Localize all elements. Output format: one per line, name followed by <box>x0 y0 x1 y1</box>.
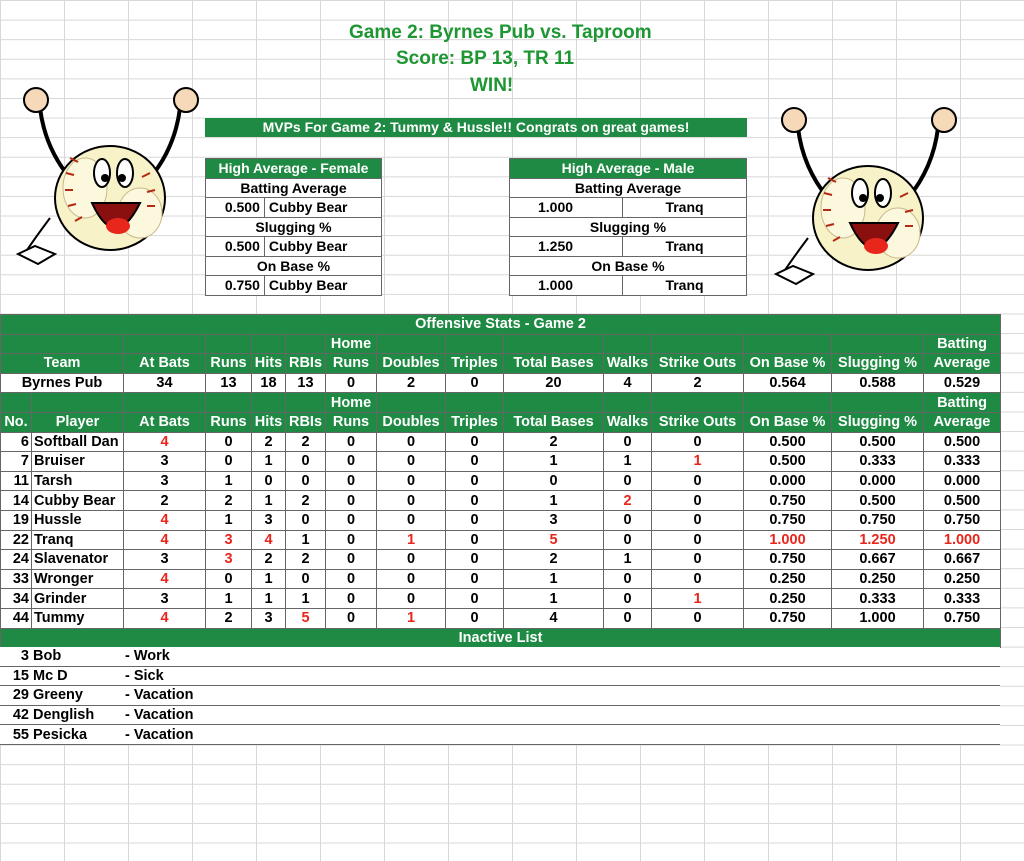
player-stat-cell: 3 <box>124 471 206 491</box>
female-box-title: High Average - Female <box>206 159 382 179</box>
inactive-list-table <box>0 647 1000 745</box>
player-stat-cell: 0.750 <box>744 550 832 570</box>
player-stat-cell: 0 <box>326 530 377 550</box>
column-header: Slugging % <box>832 354 924 374</box>
male-stat-player: Tranq <box>623 198 747 218</box>
male-high-average-table <box>509 158 747 296</box>
player-stat-cell: 3 <box>206 550 252 570</box>
player-stat-cell: 0 <box>604 589 652 609</box>
female-stat-player: Cubby Bear <box>264 276 381 296</box>
player-stat-cell: 1 <box>252 491 286 511</box>
column-header <box>286 334 326 354</box>
player-stat-cell: 0 <box>326 589 377 609</box>
player-number: 24 <box>1 550 32 570</box>
inactive-reason: - Sick <box>123 666 205 686</box>
player-name: Cubby Bear <box>32 491 124 511</box>
player-stat-cell: 3 <box>124 589 206 609</box>
player-stat-cell: 2 <box>286 491 326 511</box>
player-stat-cell: 1.000 <box>924 530 1001 550</box>
player-number: 11 <box>1 471 32 491</box>
player-stat-cell: 0 <box>604 510 652 530</box>
column-header <box>832 334 924 354</box>
inactive-row <box>0 647 1000 666</box>
player-stat-cell: 0 <box>604 608 652 628</box>
team-stat-cell: 20 <box>504 373 604 393</box>
player-stat-cell: 0.000 <box>832 471 924 491</box>
team-stat-cell: 13 <box>206 373 252 393</box>
player-stat-cell: 4 <box>124 432 206 452</box>
male-stat-player: Tranq <box>623 237 747 257</box>
player-row <box>1 432 1001 452</box>
player-stat-cell: 0.750 <box>924 510 1001 530</box>
player-stat-cell: 0 <box>377 491 446 511</box>
player-stat-cell: 1 <box>652 589 744 609</box>
player-stat-cell: 1.000 <box>832 608 924 628</box>
player-stat-cell: 3 <box>206 530 252 550</box>
inactive-reason: - Work <box>123 647 205 666</box>
player-stat-cell: 3 <box>252 510 286 530</box>
inactive-name: Mc D <box>31 666 123 686</box>
player-stat-cell: 0 <box>446 530 504 550</box>
player-stat-cell: 0 <box>326 452 377 472</box>
male-stat-value: 1.000 <box>510 198 623 218</box>
player-stat-cell: 0 <box>377 452 446 472</box>
player-stat-cell: 2 <box>206 491 252 511</box>
team-stat-cell: 18 <box>252 373 286 393</box>
player-stat-cell: 0 <box>326 491 377 511</box>
stats-title: Offensive Stats - Game 2 <box>1 315 1001 335</box>
player-stat-cell: 0.250 <box>924 569 1001 589</box>
column-header: Batting <box>924 393 1001 413</box>
inactive-spacer <box>205 666 1000 686</box>
inactive-number: 55 <box>0 725 31 745</box>
player-stat-cell: 1 <box>286 589 326 609</box>
player-stat-cell: 0 <box>286 452 326 472</box>
player-stat-cell: 0.333 <box>832 452 924 472</box>
column-header <box>744 393 832 413</box>
team-stat-cell: 0 <box>326 373 377 393</box>
inactive-row <box>0 686 1000 706</box>
player-stat-cell: 0.333 <box>832 589 924 609</box>
column-header: Triples <box>446 354 504 374</box>
player-stat-cell: 1 <box>504 491 604 511</box>
player-stat-cell: 3 <box>252 608 286 628</box>
female-stat-value: 0.750 <box>206 276 265 296</box>
team-stat-cell: 2 <box>377 373 446 393</box>
player-stat-cell: 0 <box>652 608 744 628</box>
player-stat-cell: 1 <box>504 569 604 589</box>
player-stat-cell: 3 <box>124 452 206 472</box>
column-header <box>252 393 286 413</box>
player-stat-cell: 0 <box>446 491 504 511</box>
female-stat-label: On Base % <box>206 256 382 276</box>
column-header: Total Bases <box>504 412 604 432</box>
player-stat-cell: 3 <box>504 510 604 530</box>
player-stat-cell: 0 <box>206 569 252 589</box>
player-stat-cell: 0 <box>604 432 652 452</box>
column-header: Average <box>924 412 1001 432</box>
player-name: Grinder <box>32 589 124 609</box>
inactive-row <box>0 705 1000 725</box>
player-stat-cell: 0 <box>206 452 252 472</box>
column-header <box>604 393 652 413</box>
team-name: Byrnes Pub <box>1 373 124 393</box>
player-header-row <box>1 412 1001 432</box>
player-row <box>1 589 1001 609</box>
player-stat-cell: 0.500 <box>744 452 832 472</box>
player-stat-cell: 0 <box>377 550 446 570</box>
column-header: On Base % <box>744 354 832 374</box>
player-number: 33 <box>1 569 32 589</box>
player-name: Tummy <box>32 608 124 628</box>
male-box-title: High Average - Male <box>510 159 747 179</box>
column-header <box>744 334 832 354</box>
inactive-spacer <box>205 705 1000 725</box>
player-number: 44 <box>1 608 32 628</box>
player-stat-cell: 2 <box>206 608 252 628</box>
player-stat-cell: 0 <box>652 491 744 511</box>
inactive-number: 3 <box>0 647 31 666</box>
player-stat-cell: 0.750 <box>744 491 832 511</box>
player-stat-cell: 4 <box>504 608 604 628</box>
player-stat-cell: 1.000 <box>744 530 832 550</box>
player-stat-cell: 0 <box>326 471 377 491</box>
column-header: Average <box>924 354 1001 374</box>
team-stat-cell: 0 <box>446 373 504 393</box>
player-stat-cell: 0.500 <box>832 432 924 452</box>
player-stat-cell: 2 <box>504 432 604 452</box>
column-header <box>206 393 252 413</box>
team-stat-cell: 13 <box>286 373 326 393</box>
result-line: WIN! <box>470 75 514 96</box>
column-header <box>446 334 504 354</box>
player-stat-cell: 0 <box>446 589 504 609</box>
player-stat-cell: 4 <box>124 530 206 550</box>
player-stat-cell: 0.500 <box>744 432 832 452</box>
column-header: Strike Outs <box>652 412 744 432</box>
player-stat-cell: 4 <box>124 510 206 530</box>
player-stat-cell: 2 <box>124 491 206 511</box>
column-header: Runs <box>206 354 252 374</box>
team-header-row <box>1 354 1001 374</box>
player-stat-cell: 0 <box>326 569 377 589</box>
inactive-spacer <box>205 647 1000 666</box>
player-row <box>1 471 1001 491</box>
player-stat-cell: 0 <box>446 550 504 570</box>
column-header: Runs <box>206 412 252 432</box>
player-stat-cell: 0.750 <box>744 510 832 530</box>
player-stat-cell: 0.000 <box>744 471 832 491</box>
female-stat-player: Cubby Bear <box>264 198 381 218</box>
male-stat-value: 1.250 <box>510 237 623 257</box>
page-title: Game 2: Byrnes Pub vs. Taproom <box>349 22 652 43</box>
player-stat-cell: 0.500 <box>924 491 1001 511</box>
player-row <box>1 491 1001 511</box>
player-number: 6 <box>1 432 32 452</box>
inactive-list-title: Inactive List <box>1 628 1001 648</box>
column-header: At Bats <box>124 354 206 374</box>
player-stat-cell: 1 <box>252 589 286 609</box>
player-stat-cell: 0 <box>206 432 252 452</box>
team-stat-cell: 4 <box>604 373 652 393</box>
column-header <box>252 334 286 354</box>
player-row <box>1 608 1001 628</box>
column-header: RBIs <box>286 354 326 374</box>
player-stat-cell: 0 <box>652 471 744 491</box>
player-stat-cell: 1 <box>604 452 652 472</box>
player-stat-cell: 1 <box>377 608 446 628</box>
player-stat-cell: 0 <box>326 432 377 452</box>
player-stat-cell: 0 <box>446 510 504 530</box>
player-stat-cell: 0.750 <box>832 510 924 530</box>
player-number: 14 <box>1 491 32 511</box>
player-stat-cell: 0 <box>604 471 652 491</box>
player-stat-cell: 0.250 <box>744 589 832 609</box>
player-stat-cell: 1 <box>604 550 652 570</box>
team-total-row <box>1 373 1001 393</box>
player-stat-cell: 1 <box>206 589 252 609</box>
player-stat-cell: 0 <box>286 569 326 589</box>
column-header: Doubles <box>377 412 446 432</box>
score-line: Score: BP 13, TR 11 <box>396 48 575 69</box>
column-header: Runs <box>326 412 377 432</box>
male-stat-label: Batting Average <box>510 178 747 198</box>
player-row <box>1 510 1001 530</box>
player-stat-cell: 0.750 <box>744 608 832 628</box>
column-header: Slugging % <box>832 412 924 432</box>
team-stat-cell: 2 <box>652 373 744 393</box>
inactive-reason: - Vacation <box>123 705 205 725</box>
player-stat-cell: 0.667 <box>924 550 1001 570</box>
player-stat-cell: 0 <box>286 471 326 491</box>
player-stat-cell: 1 <box>252 569 286 589</box>
column-header: Total Bases <box>504 354 604 374</box>
player-name: Slavenator <box>32 550 124 570</box>
player-name: Bruiser <box>32 452 124 472</box>
player-stat-cell: 0 <box>446 569 504 589</box>
player-stat-cell: 4 <box>124 569 206 589</box>
player-name: Softball Dan <box>32 432 124 452</box>
column-header: Doubles <box>377 354 446 374</box>
column-header <box>124 334 206 354</box>
male-stat-player: Tranq <box>623 276 747 296</box>
inactive-number: 15 <box>0 666 31 686</box>
player-stat-cell: 0.500 <box>924 432 1001 452</box>
player-stat-cell: 2 <box>604 491 652 511</box>
player-stat-cell: 0 <box>652 510 744 530</box>
player-stat-cell: 0.333 <box>924 452 1001 472</box>
inactive-spacer <box>205 725 1000 745</box>
cheering-baseball-mascot-icon <box>10 78 205 268</box>
inactive-reason: - Vacation <box>123 686 205 706</box>
column-header <box>206 334 252 354</box>
player-stat-cell: 0 <box>604 569 652 589</box>
player-stat-cell: 1 <box>504 452 604 472</box>
inactive-title-row <box>1 628 1001 648</box>
player-stat-cell: 1 <box>252 452 286 472</box>
mvp-banner: MVPs For Game 2: Tummy & Hussle!! Congrats on great games! <box>205 118 747 137</box>
player-stat-cell: 2 <box>252 550 286 570</box>
inactive-reason: - Vacation <box>123 725 205 745</box>
player-stat-cell: 0 <box>652 530 744 550</box>
player-stat-cell: 0 <box>326 608 377 628</box>
column-header: On Base % <box>744 412 832 432</box>
inactive-row <box>0 666 1000 686</box>
player-stat-cell: 0 <box>377 589 446 609</box>
column-header: At Bats <box>124 412 206 432</box>
inactive-number: 29 <box>0 686 31 706</box>
column-header: Player <box>32 412 124 432</box>
column-header <box>652 334 744 354</box>
inactive-name: Denglish <box>31 705 123 725</box>
player-stat-cell: 0 <box>377 471 446 491</box>
player-stat-cell: 0.667 <box>832 550 924 570</box>
column-header <box>832 393 924 413</box>
player-header-row <box>1 393 1001 413</box>
player-stat-cell: 0 <box>446 608 504 628</box>
stats-title-row <box>1 315 1001 335</box>
player-stat-cell: 0.333 <box>924 589 1001 609</box>
player-stat-cell: 2 <box>286 432 326 452</box>
column-header <box>286 393 326 413</box>
player-name: Hussle <box>32 510 124 530</box>
player-stat-cell: 2 <box>504 550 604 570</box>
inactive-name: Bob <box>31 647 123 666</box>
player-row <box>1 550 1001 570</box>
male-stat-value: 1.000 <box>510 276 623 296</box>
team-stat-cell: 0.529 <box>924 373 1001 393</box>
column-header: Walks <box>604 354 652 374</box>
column-header <box>1 334 124 354</box>
column-header <box>504 393 604 413</box>
column-header: Runs <box>326 354 377 374</box>
player-stat-cell: 0 <box>446 471 504 491</box>
column-header: RBIs <box>286 412 326 432</box>
player-stat-cell: 1 <box>377 530 446 550</box>
player-stat-cell: 0 <box>446 432 504 452</box>
column-header: Hits <box>252 412 286 432</box>
column-header: Strike Outs <box>652 354 744 374</box>
player-stat-cell: 1.250 <box>832 530 924 550</box>
column-header <box>377 393 446 413</box>
female-stat-value: 0.500 <box>206 198 265 218</box>
player-stat-cell: 0 <box>326 550 377 570</box>
female-stat-label: Batting Average <box>206 178 382 198</box>
player-stat-cell: 0 <box>377 569 446 589</box>
player-stat-cell: 0 <box>604 530 652 550</box>
column-header: Home <box>326 393 377 413</box>
column-header <box>446 393 504 413</box>
player-stat-cell: 0.250 <box>744 569 832 589</box>
column-header: Triples <box>446 412 504 432</box>
player-stat-cell: 0 <box>286 510 326 530</box>
female-high-average-table <box>205 158 382 296</box>
player-stat-cell: 2 <box>252 432 286 452</box>
player-row <box>1 530 1001 550</box>
player-stat-cell: 5 <box>504 530 604 550</box>
column-header: Team <box>1 354 124 374</box>
player-stat-cell: 0 <box>504 471 604 491</box>
female-stat-label: Slugging % <box>206 217 382 237</box>
player-stat-cell: 5 <box>286 608 326 628</box>
player-name: Tranq <box>32 530 124 550</box>
inactive-name: Pesicka <box>31 725 123 745</box>
player-stat-cell: 0 <box>652 569 744 589</box>
column-header: Home <box>326 334 377 354</box>
player-stat-cell: 0.500 <box>832 491 924 511</box>
column-header <box>32 393 124 413</box>
column-header: No. <box>1 412 32 432</box>
player-stat-cell: 0 <box>326 510 377 530</box>
inactive-number: 42 <box>0 705 31 725</box>
player-stat-cell: 2 <box>286 550 326 570</box>
player-stat-cell: 0 <box>252 471 286 491</box>
team-stat-cell: 34 <box>124 373 206 393</box>
team-header-row <box>1 334 1001 354</box>
player-row <box>1 569 1001 589</box>
player-stat-cell: 0.250 <box>832 569 924 589</box>
player-stat-cell: 1 <box>206 471 252 491</box>
player-stat-cell: 0.000 <box>924 471 1001 491</box>
player-stat-cell: 0 <box>652 550 744 570</box>
column-header: Batting <box>924 334 1001 354</box>
player-number: 19 <box>1 510 32 530</box>
offensive-stats-table <box>0 314 1001 648</box>
player-name: Wronger <box>32 569 124 589</box>
player-stat-cell: 1 <box>286 530 326 550</box>
team-stat-cell: 0.588 <box>832 373 924 393</box>
column-header <box>1 393 32 413</box>
male-stat-label: Slugging % <box>510 217 747 237</box>
player-name: Tarsh <box>32 471 124 491</box>
player-stat-cell: 1 <box>206 510 252 530</box>
player-stat-cell: 4 <box>252 530 286 550</box>
player-stat-cell: 0 <box>652 432 744 452</box>
column-header <box>652 393 744 413</box>
player-stat-cell: 1 <box>504 589 604 609</box>
player-stat-cell: 3 <box>124 550 206 570</box>
column-header: Walks <box>604 412 652 432</box>
player-stat-cell: 0 <box>446 452 504 472</box>
cheering-baseball-mascot-icon <box>768 98 963 288</box>
column-header <box>124 393 206 413</box>
column-header: Hits <box>252 354 286 374</box>
inactive-name: Greeny <box>31 686 123 706</box>
column-header <box>504 334 604 354</box>
male-stat-label: On Base % <box>510 256 747 276</box>
player-stat-cell: 1 <box>652 452 744 472</box>
column-header <box>604 334 652 354</box>
female-stat-value: 0.500 <box>206 237 265 257</box>
player-stat-cell: 0 <box>377 432 446 452</box>
player-stat-cell: 0.750 <box>924 608 1001 628</box>
player-number: 22 <box>1 530 32 550</box>
column-header <box>377 334 446 354</box>
player-stat-cell: 4 <box>124 608 206 628</box>
player-row <box>1 452 1001 472</box>
player-stat-cell: 0 <box>377 510 446 530</box>
inactive-spacer <box>205 686 1000 706</box>
female-stat-player: Cubby Bear <box>264 237 381 257</box>
team-stat-cell: 0.564 <box>744 373 832 393</box>
player-number: 34 <box>1 589 32 609</box>
player-number: 7 <box>1 452 32 472</box>
inactive-row <box>0 725 1000 745</box>
